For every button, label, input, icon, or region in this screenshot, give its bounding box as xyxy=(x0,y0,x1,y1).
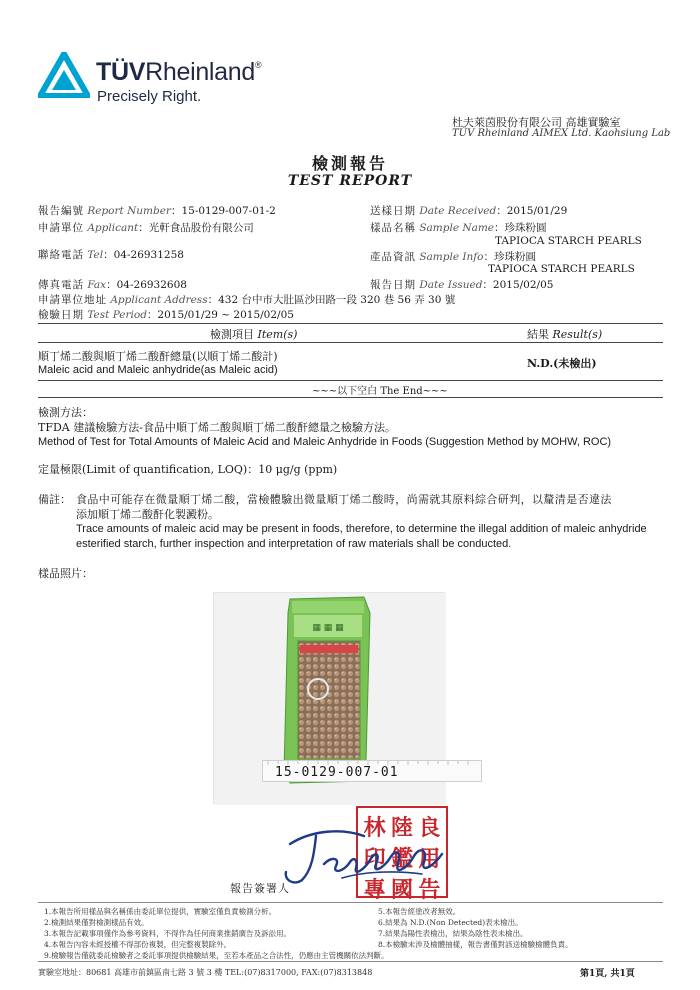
method-heading: 檢測方法： xyxy=(38,406,93,419)
applicant-value: 光軒食品股份有限公司 xyxy=(148,222,254,234)
field-report-number: 報告編號 Report Number：15-0129-007-01-2 xyxy=(38,205,276,217)
field-applicant: 申請單位 Applicant：光軒食品股份有限公司 xyxy=(38,222,254,234)
date-issued-value: 2015/02/05 xyxy=(492,279,554,291)
remark-zh-line2: 添加順丁烯二酸酐化製澱粉。 xyxy=(76,508,219,521)
note-item: 8.本檢驗未涉及檢體抽樣，報告書僅對該送檢驗檢體負責。 xyxy=(378,940,573,949)
brand-tagline: Precisely Right. xyxy=(97,88,202,105)
sample-name-en-value: TAPIOCA STARCH PEARLS xyxy=(495,235,642,247)
note-item: 4.本報告內容未經授權不得部份複製，但完整複製除外。 xyxy=(44,940,232,949)
signer-label: 報告簽署人 xyxy=(230,882,290,895)
remark-heading: 備註： xyxy=(38,493,71,506)
note-item: 5.本報告經塗改者無效。 xyxy=(378,907,461,916)
fax-value: 04-26932608 xyxy=(116,279,187,291)
note-item: 1.本報告所用樣品與名稱係由委託單位提供，實驗室僅負責檢測分析。 xyxy=(44,907,277,916)
end-rule xyxy=(38,397,663,398)
brand-name: TÜVRheinland® xyxy=(96,58,262,86)
photo-heading: 樣品照片： xyxy=(38,567,93,580)
date-received-value: 2015/01/29 xyxy=(506,205,568,217)
remark-zh-line1: 食品中可能存在微量順丁烯二酸，當檢體驗出微量順丁烯二酸時，尚需就其原料綜合研判，以釐清是否違法 xyxy=(76,493,612,506)
field-tel: 聯絡電話 Tel：04-26931258 xyxy=(38,249,184,261)
end-mark: ~~~以下空白 The End~~~ xyxy=(312,386,448,397)
ruler-report-number: 15-0129-007-01 xyxy=(275,765,399,780)
lab-name-zh: 杜夫萊茵股份有限公司 高雄實驗室 xyxy=(452,116,621,129)
field-sample-info: 產品資訊 Sample Info：珍珠粉圓 xyxy=(370,251,537,263)
sample-info-en-value: TAPIOCA STARCH PEARLS xyxy=(488,263,635,275)
note-item: 6.結果為 N.D.(Non Detected)表未檢出。 xyxy=(378,918,523,927)
loq-text: 定量極限(Limit of quantification, LOQ)：10 μg/g (ppm) xyxy=(38,463,338,476)
official-seal-stamp: 林 陸 良 印 鑑 用 專 國 告 xyxy=(356,806,448,898)
table-header-rule xyxy=(38,342,663,343)
report-notes xyxy=(38,902,663,962)
handwritten-signature xyxy=(272,820,452,890)
result-item-zh: 順丁烯二酸與順丁烯二酸酐總量(以順丁烯二酸計) xyxy=(38,350,278,363)
result-item-en: Maleic acid and Maleic anhydride(as Maleic acid) xyxy=(38,364,278,376)
report-number-value: 15-0129-007-01-2 xyxy=(181,205,276,217)
test-period-value: 2015/01/29 ~ 2015/02/05 xyxy=(157,309,294,321)
remark-en-line1: Trace amounts of maleic acid may be present in foods, therefore, to determine the illegal addition of maleic anhydride xyxy=(76,523,647,535)
report-title-zh: 檢測報告 xyxy=(311,154,388,173)
field-date-received: 送樣日期 Date Received：2015/01/29 xyxy=(370,205,568,217)
applicant-address-value: 432 台中市大肚區沙田路一段 320 巷 56 弄 30 號 xyxy=(218,294,456,306)
lab-name-en: TÜV Rheinland AIMEX Ltd. Kaohsiung Lab xyxy=(452,128,671,139)
result-value: N.D.(未檢出) xyxy=(527,357,597,370)
page-number: 第1頁, 共1頁 xyxy=(580,969,635,979)
col-header-item: 檢測項目 Item(s) xyxy=(210,328,298,341)
note-item: 2.檢測結果僅對檢測樣品有效。 xyxy=(44,918,149,927)
field-fax: 傳真電話 Fax：04-26932608 xyxy=(38,279,187,291)
sample-ruler-label xyxy=(262,760,482,782)
table-top-rule xyxy=(38,323,663,324)
tuv-logo-triangle-icon xyxy=(38,52,90,98)
tel-value: 04-26931258 xyxy=(113,249,184,261)
method-en: Method of Test for Total Amounts of Maleic Acid and Maleic Anhydride in Foods (Suggestion Method by MOHW, ROC) xyxy=(38,436,612,448)
sample-info-value: 珍珠粉圓 xyxy=(494,251,537,263)
registered-mark: ® xyxy=(255,60,262,70)
field-date-issued: 報告日期 Date Issued：2015/02/05 xyxy=(370,279,554,291)
method-zh: TFDA 建議檢驗方法-食品中順丁烯二酸與順丁烯二酸酐總量之檢驗方法。 xyxy=(38,421,396,434)
note-item: 9.檢驗報告僅就委託檢驗者之委託事項提供檢驗結果，至若本產品之合法性，仍應由主管機關依法判斷。 xyxy=(44,951,389,960)
note-item: 7.結果為陽性表檢出，結果為陰性表未檢出。 xyxy=(378,929,528,938)
field-sample-name: 樣品名稱 Sample Name：珍珠粉圓 xyxy=(370,222,547,234)
note-item: 3.本報告記載事項僅作為參考資料，不得作為任何商業推銷廣告及訴訟用。 xyxy=(44,929,292,938)
remark-en-line2: esterified starch, further inspection and interpretation of raw materials shall be conducted. xyxy=(76,538,512,550)
col-header-result: 結果 Result(s) xyxy=(527,328,603,341)
report-title-en: TEST REPORT xyxy=(287,173,413,189)
lab-address-footer: 實驗室地址：80681 高雄市前鎮區南七路 3 號 3 樓 TEL:(07)8317000, FAX:(07)8313848 xyxy=(38,968,373,977)
table-bottom-rule xyxy=(38,380,663,381)
svg-text:▦ ▦ ▦: ▦ ▦ ▦ xyxy=(312,623,344,633)
field-test-period: 檢驗日期 Test Period：2015/01/29 ~ 2015/02/05 xyxy=(38,309,294,321)
sample-name-value: 珍珠粉圓 xyxy=(504,222,547,234)
field-applicant-address: 申請單位地址 Applicant Address：432 台中市大肚區沙田路一段 320 巷 56 弄 30 號 xyxy=(38,294,456,306)
